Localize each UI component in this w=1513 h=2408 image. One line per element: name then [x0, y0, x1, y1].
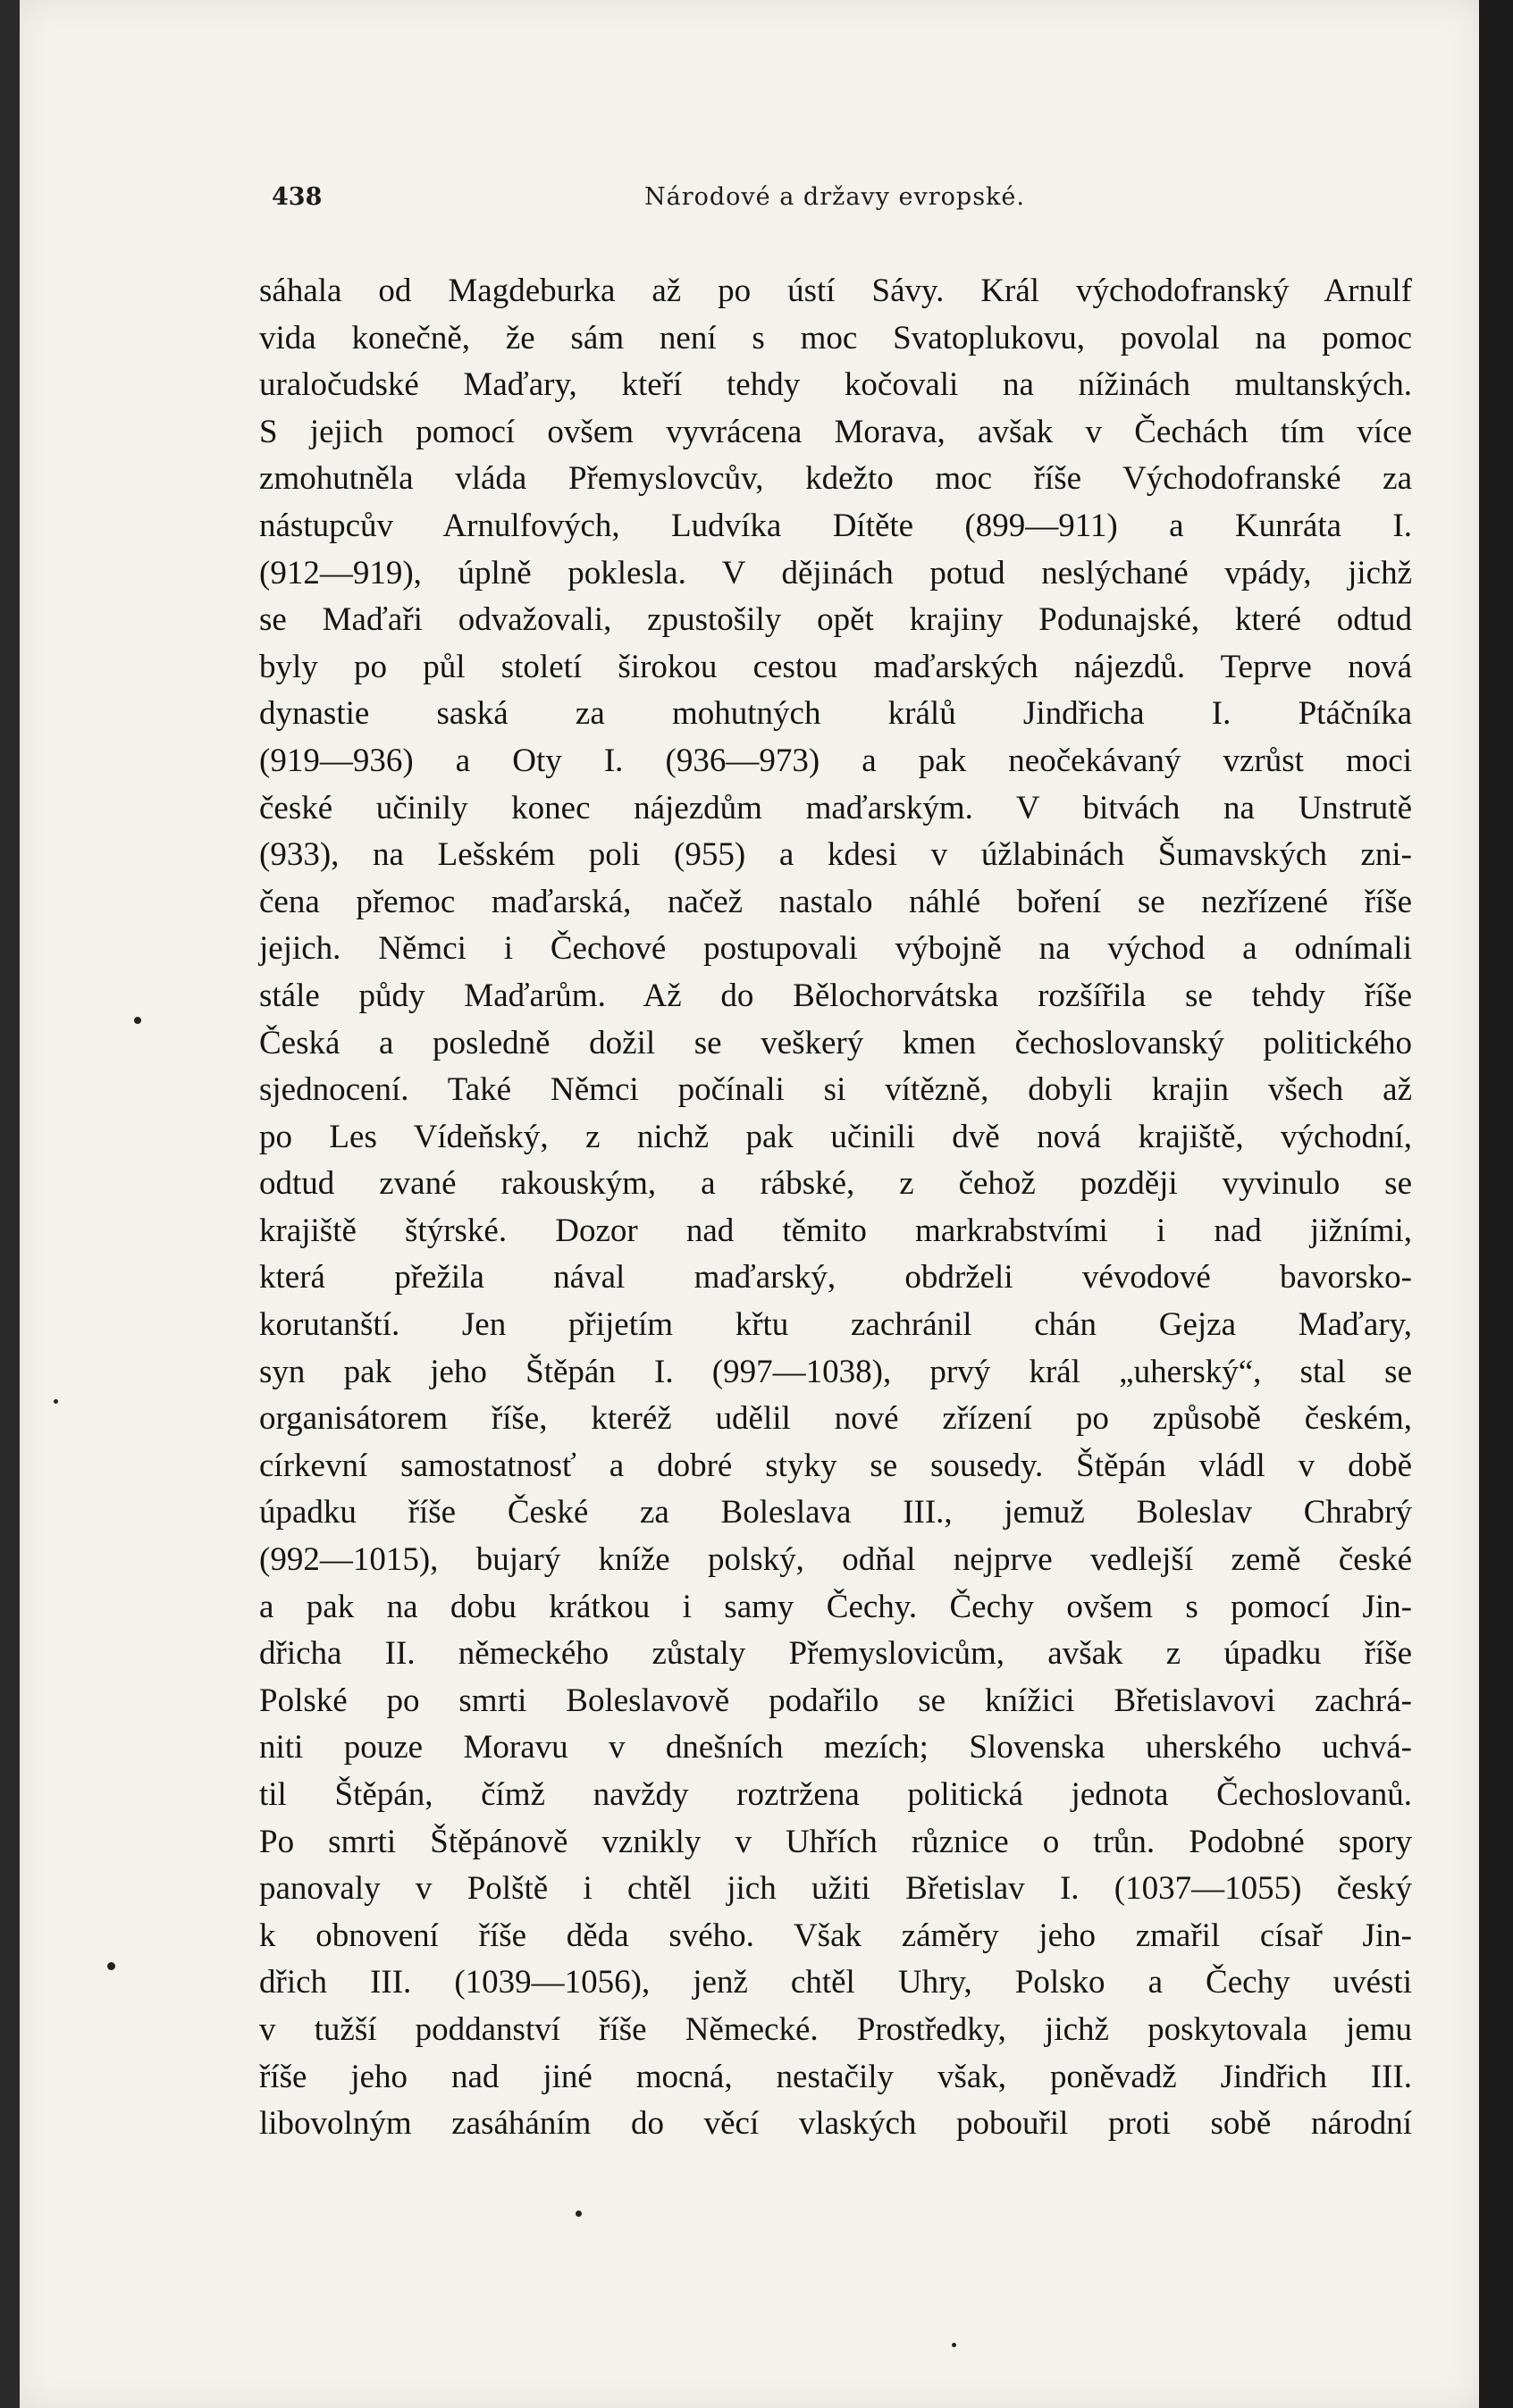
text-line: korutanští. Jen přijetím křtu zachránil chán Gejza Maďary, [259, 1306, 1412, 1344]
text-line: libovolným zasáháním do věcí vlaských pobouřil proti sobě národní [259, 2105, 1412, 2143]
text-line: byly po půl století širokou cestou maďarských nájezdů. Teprve nová [259, 648, 1412, 685]
text-line: (933), na Lešském poli (955) a kdesi v úžlabinách Šumavských zni- [259, 836, 1412, 874]
text-line: nástupcův Arnulfových, Ludvíka Dítěte (899—911) a Kunráta I. [259, 507, 1412, 544]
text-line: Polské po smrti Boleslavově podařilo se knížici Břetislavovi zachrá- [259, 1682, 1412, 1719]
text-line: niti pouze Moravu v dnešních mezích; Slovenska uherského uchvá- [259, 1729, 1412, 1766]
text-line: sáhala od Magdeburka až po ústí Sávy. Král východofranský Arnulf [259, 273, 1412, 309]
scan-speck [134, 1017, 141, 1024]
text-line: k obnovení říše děda svého. Však záměry jeho zmařil císař Jin- [259, 1917, 1412, 1954]
text-line: dřich III. (1039—1056), jenž chtěl Uhry, Polsko a Čechy uvésti [259, 1964, 1412, 2001]
text-line: v tužší poddanství říše Německé. Prostředky, jichž poskytovala jemu [259, 2010, 1412, 2048]
text-line: syn pak jeho Štěpán I. (997—1038), prvý král „uherský“, stal se [259, 1353, 1412, 1390]
text-line: dynastie saská za mohutných králů Jindřicha I. Ptáčníka [259, 695, 1412, 733]
body-text [259, 268, 1412, 2148]
scan-speck [952, 2343, 956, 2347]
text-line: (992—1015), bujarý kníže polský, odňal nejprve vedlejší země české [259, 1541, 1412, 1579]
text-line: Po smrti Štěpánově vznikly v Uhřích různice o trůn. Podobné spory [259, 1823, 1412, 1860]
text-line: odtud zvané rakouským, a rábské, z čehož později vyvinulo se [259, 1165, 1412, 1203]
text-line: české učinily konec nájezdům maďarským. V bitvách na Unstrutě [259, 789, 1412, 826]
text-line: Česká a posledně dožil se veškerý kmen čechoslovanský politického [259, 1024, 1412, 1061]
text-line: po Les Vídeňský, z nichž pak učinili dvě nová krajiště, východní, [259, 1118, 1412, 1155]
text-line: která přežila nával maďarský, obdrželi vévodové bavorsko- [259, 1259, 1412, 1296]
text-line: čena přemoc maďarská, načež nastalo náhlé boření se nezřízené říše [259, 883, 1412, 920]
text-line: panovaly v Polště i chtěl jich užiti Břetislav I. (1037—1055) český [259, 1870, 1412, 1908]
text-line: církevní samostatnosť a dobré styky se sousedy. Štěpán vládl v době [259, 1447, 1412, 1484]
page-number: 438 [272, 183, 323, 211]
text-line: vida konečně, že sám není s moc Svatoplukovu, povolal na pomoc [259, 319, 1412, 357]
text-line: jejich. Němci i Čechové postupovali výbojně na východ a odnímali [259, 930, 1412, 968]
page-header [272, 183, 1398, 219]
text-line: říše jeho nad jiné mocná, nestačily však, poněvadž Jindřich III. [259, 2058, 1412, 2095]
scan-left-edge [0, 0, 20, 2408]
text-line: stále půdy Maďarům. Až do Bělochorvátska rozšířila se tehdy říše [259, 977, 1412, 1014]
text-line: uraločudské Maďary, kteří tehdy kočovali na nížinách multanských. [259, 366, 1412, 404]
scan-speck [107, 1962, 115, 1970]
book-page [20, 0, 1479, 2408]
scan-right-edge [1479, 0, 1513, 2408]
text-line: a pak na dobu krátkou i samy Čechy. Čechy ovšem s pomocí Jin- [259, 1588, 1412, 1625]
text-line: úpadku říše České za Boleslava III., jemuž Boleslav Chrabrý [259, 1494, 1412, 1531]
scan-speck [576, 2211, 582, 2217]
text-line: krajiště štýrské. Dozor nad těmito markrabstvími i nad jižními, [259, 1212, 1412, 1249]
text-line: S jejich pomocí ovšem vyvrácena Morava, avšak v Čechách tím více [259, 413, 1412, 450]
text-line: til Štěpán, čímž navždy roztržena politická jednota Čechoslovanů. [259, 1776, 1412, 1813]
text-line: se Maďaři odvažovali, zpustošily opět krajiny Podunajské, které odtud [259, 601, 1412, 639]
text-line: (912—919), úplně poklesla. V dějinách potud neslýchané vpády, jichž [259, 554, 1412, 592]
text-line: sjednocení. Také Němci počínali si vítězně, dobyli krajin všech až [259, 1071, 1412, 1109]
scan-speck [54, 1399, 58, 1404]
text-line: (919—936) a Oty I. (936—973) a pak neočekávaný vzrůst moci [259, 742, 1412, 779]
text-line: zmohutněla vláda Přemyslovcův, kdežto moc říše Východofranské za [259, 460, 1412, 498]
text-line: organisátorem říše, kteréž udělil nové zřízení po způsobě českém, [259, 1400, 1412, 1438]
text-line: dřicha II. německého zůstaly Přemyslovicům, avšak z úpadku říše [259, 1635, 1412, 1673]
running-title: Národové a državy evropské. [644, 183, 1025, 211]
